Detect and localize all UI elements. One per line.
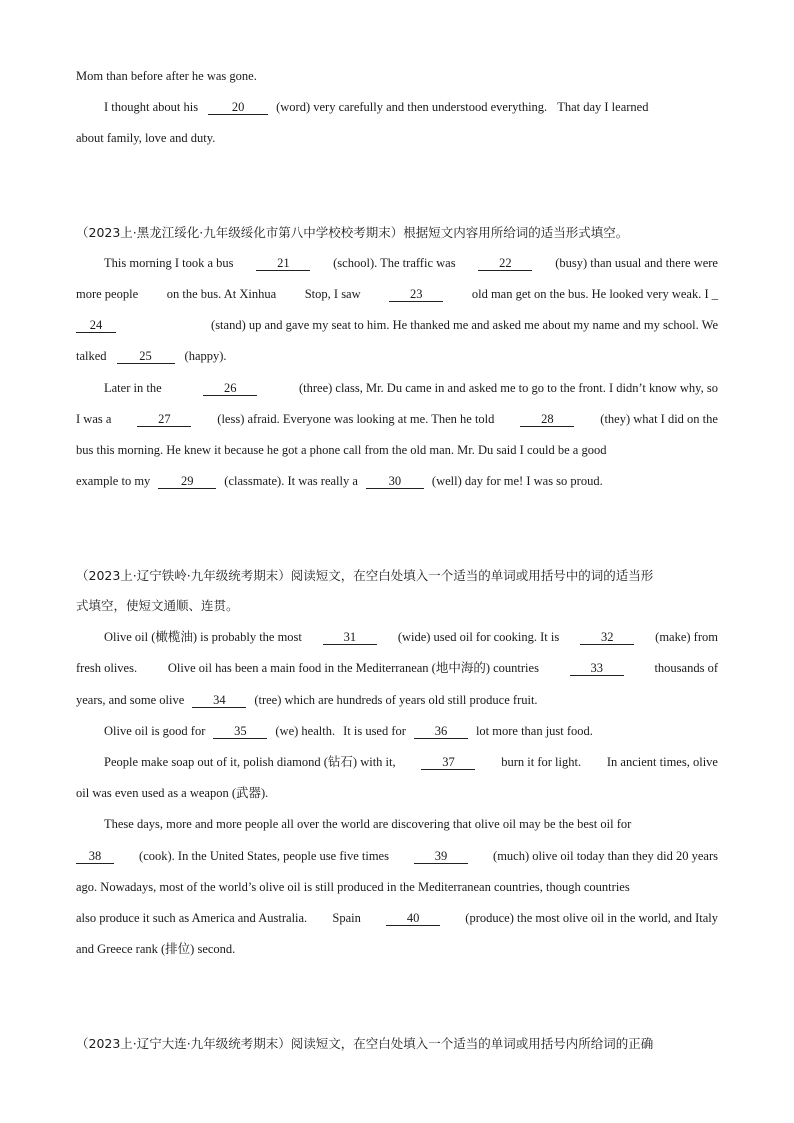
blank-23[interactable]: 23 <box>389 287 443 302</box>
text-line: These days, more and more people all over the world are discovering that olive oil may be the best oil for <box>104 817 632 831</box>
text-line: years, and some olive 34 (tree) which are hundreds of years old still produce fruit. <box>76 693 538 707</box>
text-line: about family, love and duty. <box>76 131 216 145</box>
blank-21[interactable]: 21 <box>256 256 310 271</box>
text-line: 38 (cook). In the United States, people use five times 39 (much) olive oil today than they did 20 years <box>76 848 718 864</box>
blank-39[interactable]: 39 <box>414 849 468 864</box>
blank-28[interactable]: 28 <box>520 412 574 427</box>
blank-26[interactable]: 26 <box>203 381 257 396</box>
section-header-continued: 式填空，使短文通顺、连贯。 <box>76 598 239 613</box>
blank-31[interactable]: 31 <box>323 630 377 645</box>
blank-34[interactable]: 34 <box>192 693 246 708</box>
text-line: 24 (stand) up and gave my seat to him. He thanked me and asked me about my name and my school. We <box>76 317 718 333</box>
text-line: bus this morning. He knew it because he got a phone call from the old man. Mr. Du said I could be a good <box>76 443 607 457</box>
text-line: fresh olives. Olive oil has been a main food in the Mediterranean (地中海的) countries 33 thousands of <box>76 661 718 675</box>
blank-36[interactable]: 36 <box>414 724 468 739</box>
text-line: I thought about his 20 (word) very carefully and then understood everything. That day I learned <box>104 100 649 114</box>
text-line: and Greece rank (排位) second. <box>76 942 236 956</box>
blank-27[interactable]: 27 <box>137 412 191 427</box>
blank-30[interactable]: 30 <box>366 474 424 489</box>
blank-20[interactable]: 20 <box>208 100 268 115</box>
blank-29[interactable]: 29 <box>158 474 216 489</box>
blank-35[interactable]: 35 <box>213 724 267 739</box>
text-line: This morning I took a bus 21 (school). The traffic was 22 (busy) than usual and there were <box>104 256 718 270</box>
blank-22[interactable]: 22 <box>478 256 532 271</box>
blank-32[interactable]: 32 <box>580 630 634 645</box>
text-line: also produce it such as America and Australia. Spain 40 (produce) the most olive oil in the world, and Italy <box>76 911 718 925</box>
blank-38[interactable]: 38 <box>76 849 114 864</box>
text-line: Olive oil (橄榄油) is probably the most 31 (wide) used oil for cooking. It is 32 (make) from <box>104 630 718 644</box>
text-line: ago. Nowadays, most of the world’s olive oil is still produced in the Mediterranean countries, though countries <box>76 880 630 894</box>
blank-24[interactable]: 24 <box>76 318 116 333</box>
text-line: talked 25 (happy). <box>76 349 227 363</box>
text-line: Later in the 26 (three) class, Mr. Du came in and asked me to go to the front. I didn’t know why, so <box>104 381 718 395</box>
text-line: more people on the bus. At Xinhua Stop, I saw 23 old man get on the bus. He looked very weak. I _ <box>76 287 718 301</box>
text-line: Mom than before after he was gone. <box>76 69 257 83</box>
blank-40[interactable]: 40 <box>386 911 440 926</box>
blank-37[interactable]: 37 <box>421 755 475 770</box>
section-header: （2023上·黑龙江绥化·九年级绥化市第八中学校校考期末）根据短文内容用所给词的适当形式填空。 <box>76 225 629 240</box>
text-line: I was a 27 (less) afraid. Everyone was looking at me. Then he told 28 (they) what I did on the <box>76 412 718 426</box>
text-line: example to my 29 (classmate). It was really a 30 (well) day for me! I was so proud. <box>76 474 603 488</box>
section-header: （2023上·辽宁铁岭·九年级统考期末）阅读短文，在空白处填入一个适当的单词或用括号中的词的适当形 <box>76 568 654 583</box>
text-line: People make soap out of it, polish diamond (钻石) with it, 37 burn it for light. In ancient times, olive <box>104 755 718 769</box>
blank-33[interactable]: 33 <box>570 661 624 676</box>
section-header: （2023上·辽宁大连·九年级统考期末）阅读短文，在空白处填入一个适当的单词或用括号内所给词的正确 <box>76 1036 654 1051</box>
text-line: Olive oil is good for 35 (we) health. It is used for 36 lot more than just food. <box>104 724 593 738</box>
text-line: oil was even used as a weapon (武器). <box>76 786 269 800</box>
blank-25[interactable]: 25 <box>117 349 175 364</box>
